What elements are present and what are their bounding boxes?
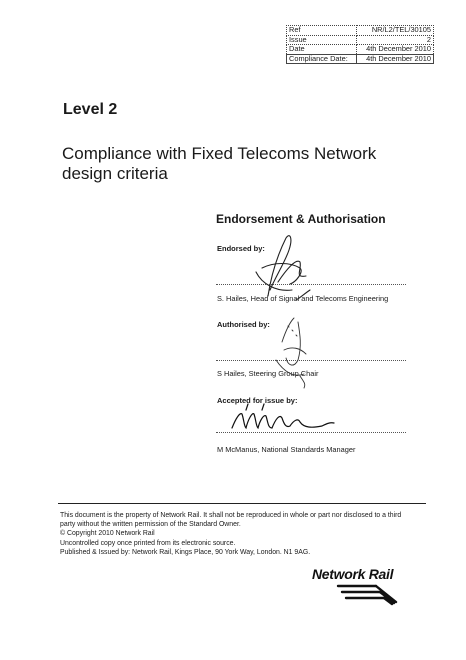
compliance-date-value: 4th December 2010 [357, 54, 434, 64]
footer-published: Published & Issued by: Network Rail, Kings Place, 90 York Way, London. N1 9AG. [60, 549, 311, 556]
issue-value: 2 [357, 35, 434, 45]
compliance-date-row [287, 54, 434, 64]
footer-property-line2: party without the written permission of the Standard Owner. [60, 521, 241, 528]
endorsed-by-label: Endorsed by: [217, 244, 265, 253]
accepted-signature [232, 404, 334, 428]
ref-value: NR/L2/TEL/30105 [357, 26, 434, 36]
footer-uncontrolled: Uncontrolled copy once printed from its electronic source. [60, 540, 236, 547]
network-rail-logo-icon [336, 582, 412, 606]
accepted-by-name: M McManus, National Standards Manager [217, 445, 356, 454]
document-title: Compliance with Fixed Telecoms Network design criteria [62, 144, 377, 183]
network-rail-logo: Network Rail [312, 566, 394, 582]
endorsed-by-name: S. Hailes, Head of Signal and Telecoms Engineering [217, 294, 389, 303]
reference-table [286, 25, 434, 64]
date-value: 4th December 2010 [357, 45, 434, 55]
endorsed-signature-line [216, 284, 406, 285]
authorised-by-name: S Hailes, Steering Group Chair [217, 369, 319, 378]
endorsement-heading: Endorsement & Authorisation [216, 212, 386, 226]
footer-property-line1: This document is the property of Network Rail. It shall not be reproduced in whole or part nor disclosed to a third [60, 512, 402, 519]
compliance-date-label: Compliance Date: [287, 54, 357, 64]
accepted-for-issue-label: Accepted for issue by: [217, 396, 298, 405]
footer-divider [58, 503, 426, 504]
footer-copyright: © Copyright 2010 Network Rail [60, 530, 155, 537]
accepted-signature-line [216, 432, 406, 433]
date-label: Date [287, 45, 357, 55]
authorised-by-label: Authorised by: [217, 320, 270, 329]
ref-label: Ref [287, 26, 357, 36]
authorised-signature-line [216, 360, 406, 361]
date-row [287, 45, 434, 55]
ref-row [287, 26, 434, 36]
level-heading: Level 2 [63, 101, 118, 118]
issue-label: Issue [287, 35, 357, 45]
